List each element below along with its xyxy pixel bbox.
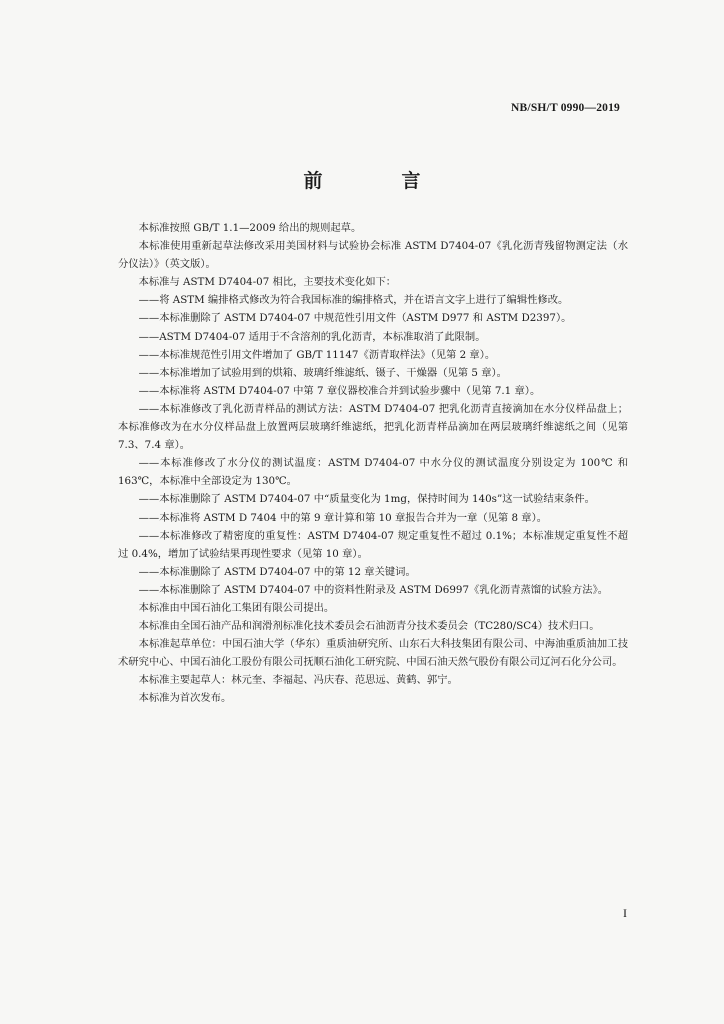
paragraph: 本标准为首次发布。 [138,692,232,705]
list-item: ——本标准删除了 ASTM D7404-07 中规范性引用文件（ASTM D977 和 ASTM D2397）。 [138,312,572,325]
list-item: ——本标准规范性引用文件增加了 GB/T 11147《沥青取样法》（见第 2 章）。 [138,348,496,361]
paragraph: 本标准由中国石油化工集团有限公司提出。 [138,601,335,614]
paragraph: 本标准按照 GB/T 1.1—2009 给出的规则起草。 [138,222,362,234]
paragraph: 本标准由全国石油产品和润滑剂标准化技术委员会石油沥青分技术委员会（TC280/SC4）技术归口。 [138,620,600,633]
list-item: ——本标准修改了水分仪的测试温度：ASTM D7404-07 中水分仪的测试温度分别设定为 100℃ 和 163℃，本标准中全部设定为 130℃。 [118,457,628,488]
paragraph: 本标准起草单位：中国石油大学（华东）重质油研究所、山东石大科技集团有限公司、中海油重质油加工技术研究中心、中国石油化工股份有限公司抚顺石油化工研究院、中国石油天然气股份有限公司辽河石化分公司。 [118,638,628,669]
paragraph: 本标准与 ASTM D7404-07 相比，主要技术变化如下： [138,276,397,289]
list-item: ——将 ASTM 编排格式修改为符合我国标准的编排格式，并在语言文字上进行了编辑性修改。 [138,294,569,307]
list-item: ——本标准删除了 ASTM D7404-07 中“质量变化为 1mg，保持时间为 140s”这一试验结束条件。 [138,493,595,506]
paragraph: 本标准使用重新起草法修改采用美国材料与试验协会标准 ASTM D7404-07《乳化沥青残留物测定法（水分仪法）》（英文版）。 [118,240,628,271]
page-number: I [623,906,627,920]
list-item: ——ASTM D7404-07 适用于不含溶剂的乳化沥青，本标准取消了此限制。 [138,330,486,343]
list-item: ——本标准删除了 ASTM D7404-07 中的第 12 章关键词。 [138,565,416,578]
list-item: ——本标准删除了 ASTM D7404-07 中的资料性附录及 ASTM D6997《乳化沥青蒸馏的试验方法》。 [138,583,609,596]
standard-code: NB/SH/T 0990—2019 [511,102,620,114]
paragraph: 本标准主要起草人：林元奎、李福起、冯庆春、范思远、黄鹤、郭宁。 [138,674,458,687]
list-item: ——本标准将 ASTM D 7404 中的第 9 章计算和第 10 章报告合并为一章（见第 8 章）。 [138,511,548,524]
page-title: 前 言 [303,170,451,192]
list-item: ——本标准修改了乳化沥青样品的测试方法：ASTM D7404-07 把乳化沥青直接滴加在水分仪样品盘上；本标准修改为在水分仪样品盘上放置两层玻璃纤维滤纸，把乳化沥青样品滴加在两层玻璃纤维滤纸之间（见第 7.3、7.4 章）。 [118,402,628,452]
list-item: ——本标准修改了精密度的重复性：ASTM D7404-07 规定重复性不超过 0.1%；本标准规定重复性不超过 0.4%，增加了试验结果再现性要求（见第 10 章）。 [118,529,628,560]
foreword-body [118,219,628,708]
list-item: ——本标准将 ASTM D7404-07 中第 7 章仪器校准合并到试验步骤中（见第 7.1 章）。 [138,384,541,397]
list-item: ——本标准增加了试验用到的烘箱、玻璃纤维滤纸、镊子、干燥器（见第 5 章）。 [138,366,507,379]
